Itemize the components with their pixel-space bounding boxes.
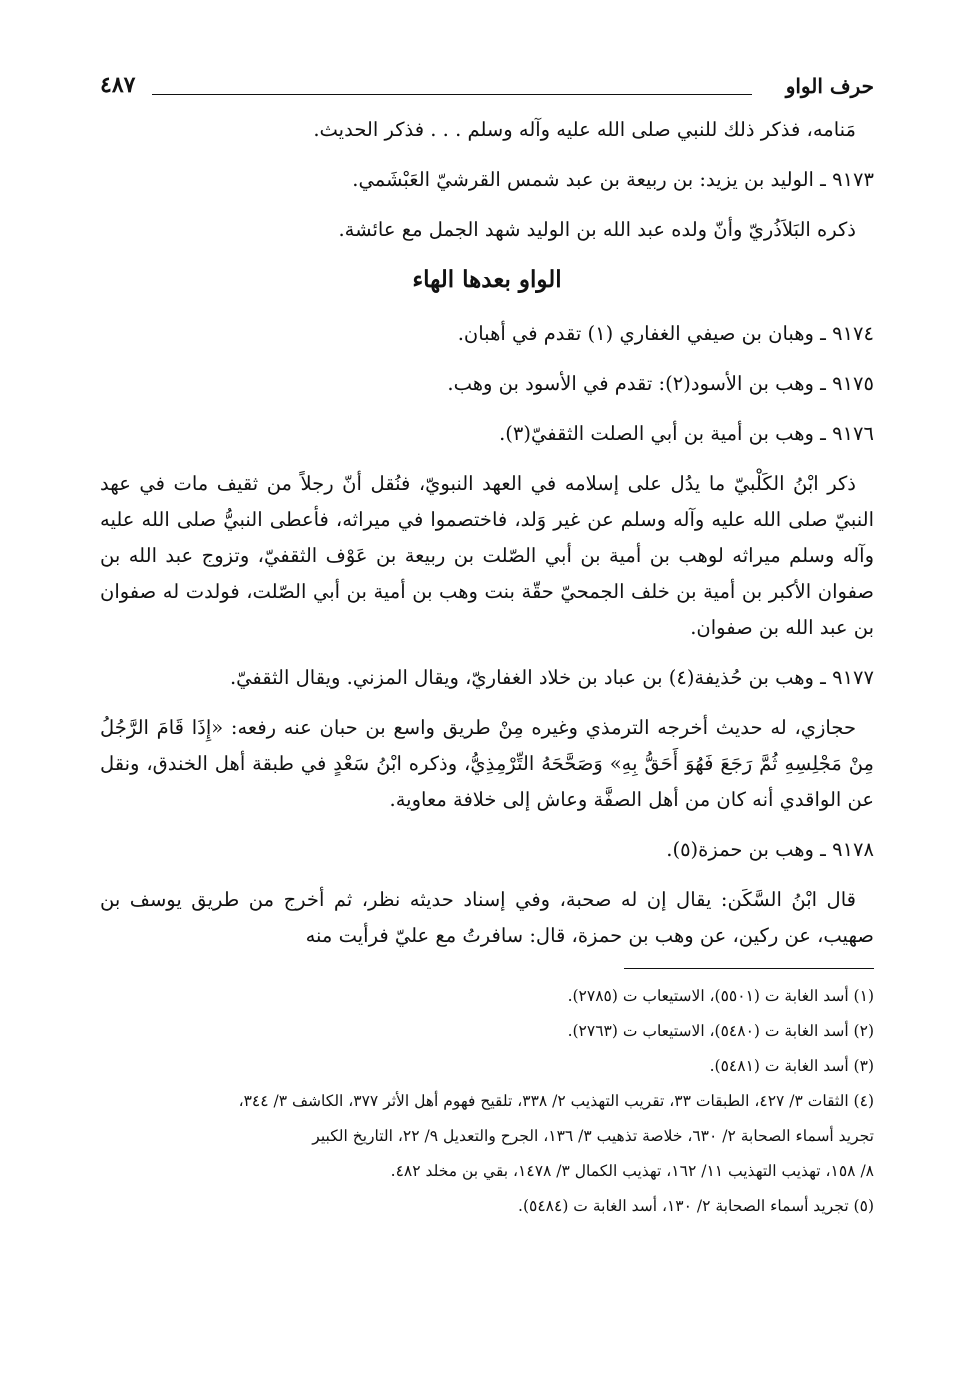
footnote: (٥) تجريد أسماء الصحابة ٢/ ١٣٠، أسد الغابة ت (٥٤٨٤). <box>518 1197 874 1215</box>
running-head <box>100 60 874 100</box>
entry-paragraph: ٩١٧٦ ـ وهب بن أمية بن أبي الصلت الثقفيّ(٣). <box>499 422 874 445</box>
footnote-rule <box>624 968 874 969</box>
footnote: (١) أسد الغابة ت (٥٥٠١)، الاستيعاب ت (٢٧٨٥). <box>567 987 874 1005</box>
entry-paragraph: ٩١٧٣ ـ الوليد بن يزيد: بن ربيعة بن عبد شمس القرشيّ العَبْشَمي. <box>352 168 874 191</box>
header-rule <box>152 94 752 95</box>
page-number: ٤٨٧ <box>100 72 136 98</box>
footnote-continuation: ٨/ ١٥٨، تهذيب التهذيب ١١/ ١٦٢، تهذيب الكمال ٣/ ١٤٧٨، بقي بن مخلد ٤٨٢. <box>390 1162 874 1180</box>
paragraph: مَنامه، فذكر ذلك للنبي صلى الله عليه وآله وسلم . . . فذكر الحديث. <box>313 118 856 141</box>
entry-paragraph: ٩١٧٤ ـ وهبان بن صيفي الغفاري (١) تقدم في أهبان. <box>457 322 874 345</box>
footnote: (٤) الثقات ٣/ ٤٢٧، الطبقات ٣٣، تقريب التهذيب ٢/ ٣٣٨، تلقيح فهوم أهل الأثر ٣٧٧، الكاشف ٣/ ٣٤٤، <box>238 1092 874 1110</box>
book-page <box>100 60 874 1226</box>
section-title: الواو بعدها الهاء <box>412 266 562 293</box>
footnotes <box>100 981 874 1222</box>
footnote-continuation: تجريد أسماء الصحابة ٢/ ٦٣٠، خلاصة تذهيب ٣/ ١٣٦، الجرح والتعديل ٩/ ٢٢، التاريخ الكبير <box>312 1127 874 1145</box>
main-text <box>100 112 874 954</box>
paragraph: حجازي، له حديث أخرجه الترمذي وغيره مِنْ طريق واسع بن حبان عنه رفعه: «إِذَا قَامَ الرَّجُلُ مِنْ مَجْلِسِهِ ثُمَّ رَجَعَ فَهُوَ أَحَقُّ بِهِ» وَصَحَّحَهُ التِّرْمِذِيُّ، وذكره ابْنُ سَعْدٍ في طبقة أهل الخندق، ونقل عن الواقدي أنه كان من أهل الصفَّة وعاش إلى خلافة معاوية. <box>100 716 874 811</box>
entry-paragraph: ٩١٧٨ ـ وهب بن حمزة(٥). <box>666 838 874 861</box>
footnote: (٢) أسد الغابة ت (٥٤٨٠)، الاستيعاب ت (٢٧٦٣). <box>567 1022 874 1040</box>
paragraph: ذكره البَلاَذُريّ وأنّ ولده عبد الله بن الوليد شهد الجمل مع عائشة. <box>338 218 856 241</box>
entry-paragraph: ٩١٧٥ ـ وهب بن الأسود(٢): تقدم في الأسود بن وهب. <box>447 372 874 395</box>
entry-paragraph: ٩١٧٧ ـ وهب بن حُذيفة(٤) بن عباد بن خلاد الغفاريّ، ويقال المزني. ويقال الثقفيّ. <box>229 666 874 689</box>
footnote: (٣) أسد الغابة ت (٥٤٨١). <box>709 1057 874 1075</box>
paragraph: ذكر ابْنُ الكَلْبيّ ما يدُل على إسلامه في العهد النبويّ، فنُقل أنّ رجلاً من ثقيف مات في عهد النبيّ صلى الله عليه وآله وسلم عن غير وَلد، فاختصموا في ميراثه، فأعطى النبيُّ صلى الله عليه وآله وسلم ميراثه لوهب بن أمية بن أبي الصّلت بن ربيعة بن عَوْف الثقفيّ، وتزوج عبد الله بن صفوان الأكبر بن أمية بن خلف الجمحيّ حقّة بنت وهب بن أمية بن أبي الصّلت، فولدت له صفوان بن عبد الله بن صفوان. <box>100 472 874 639</box>
chapter-title: حرف الواو <box>785 74 874 98</box>
paragraph: قال ابْنُ السَّكَن: يقال إن له صحبة، وفي إسناد حديثه نظر، ثم أخرج من طريق يوسف بن صهيب، عن ركين، عن وهب بن حمزة، قال: سافرتُ مع عليّ فرأيت منه <box>100 888 874 947</box>
